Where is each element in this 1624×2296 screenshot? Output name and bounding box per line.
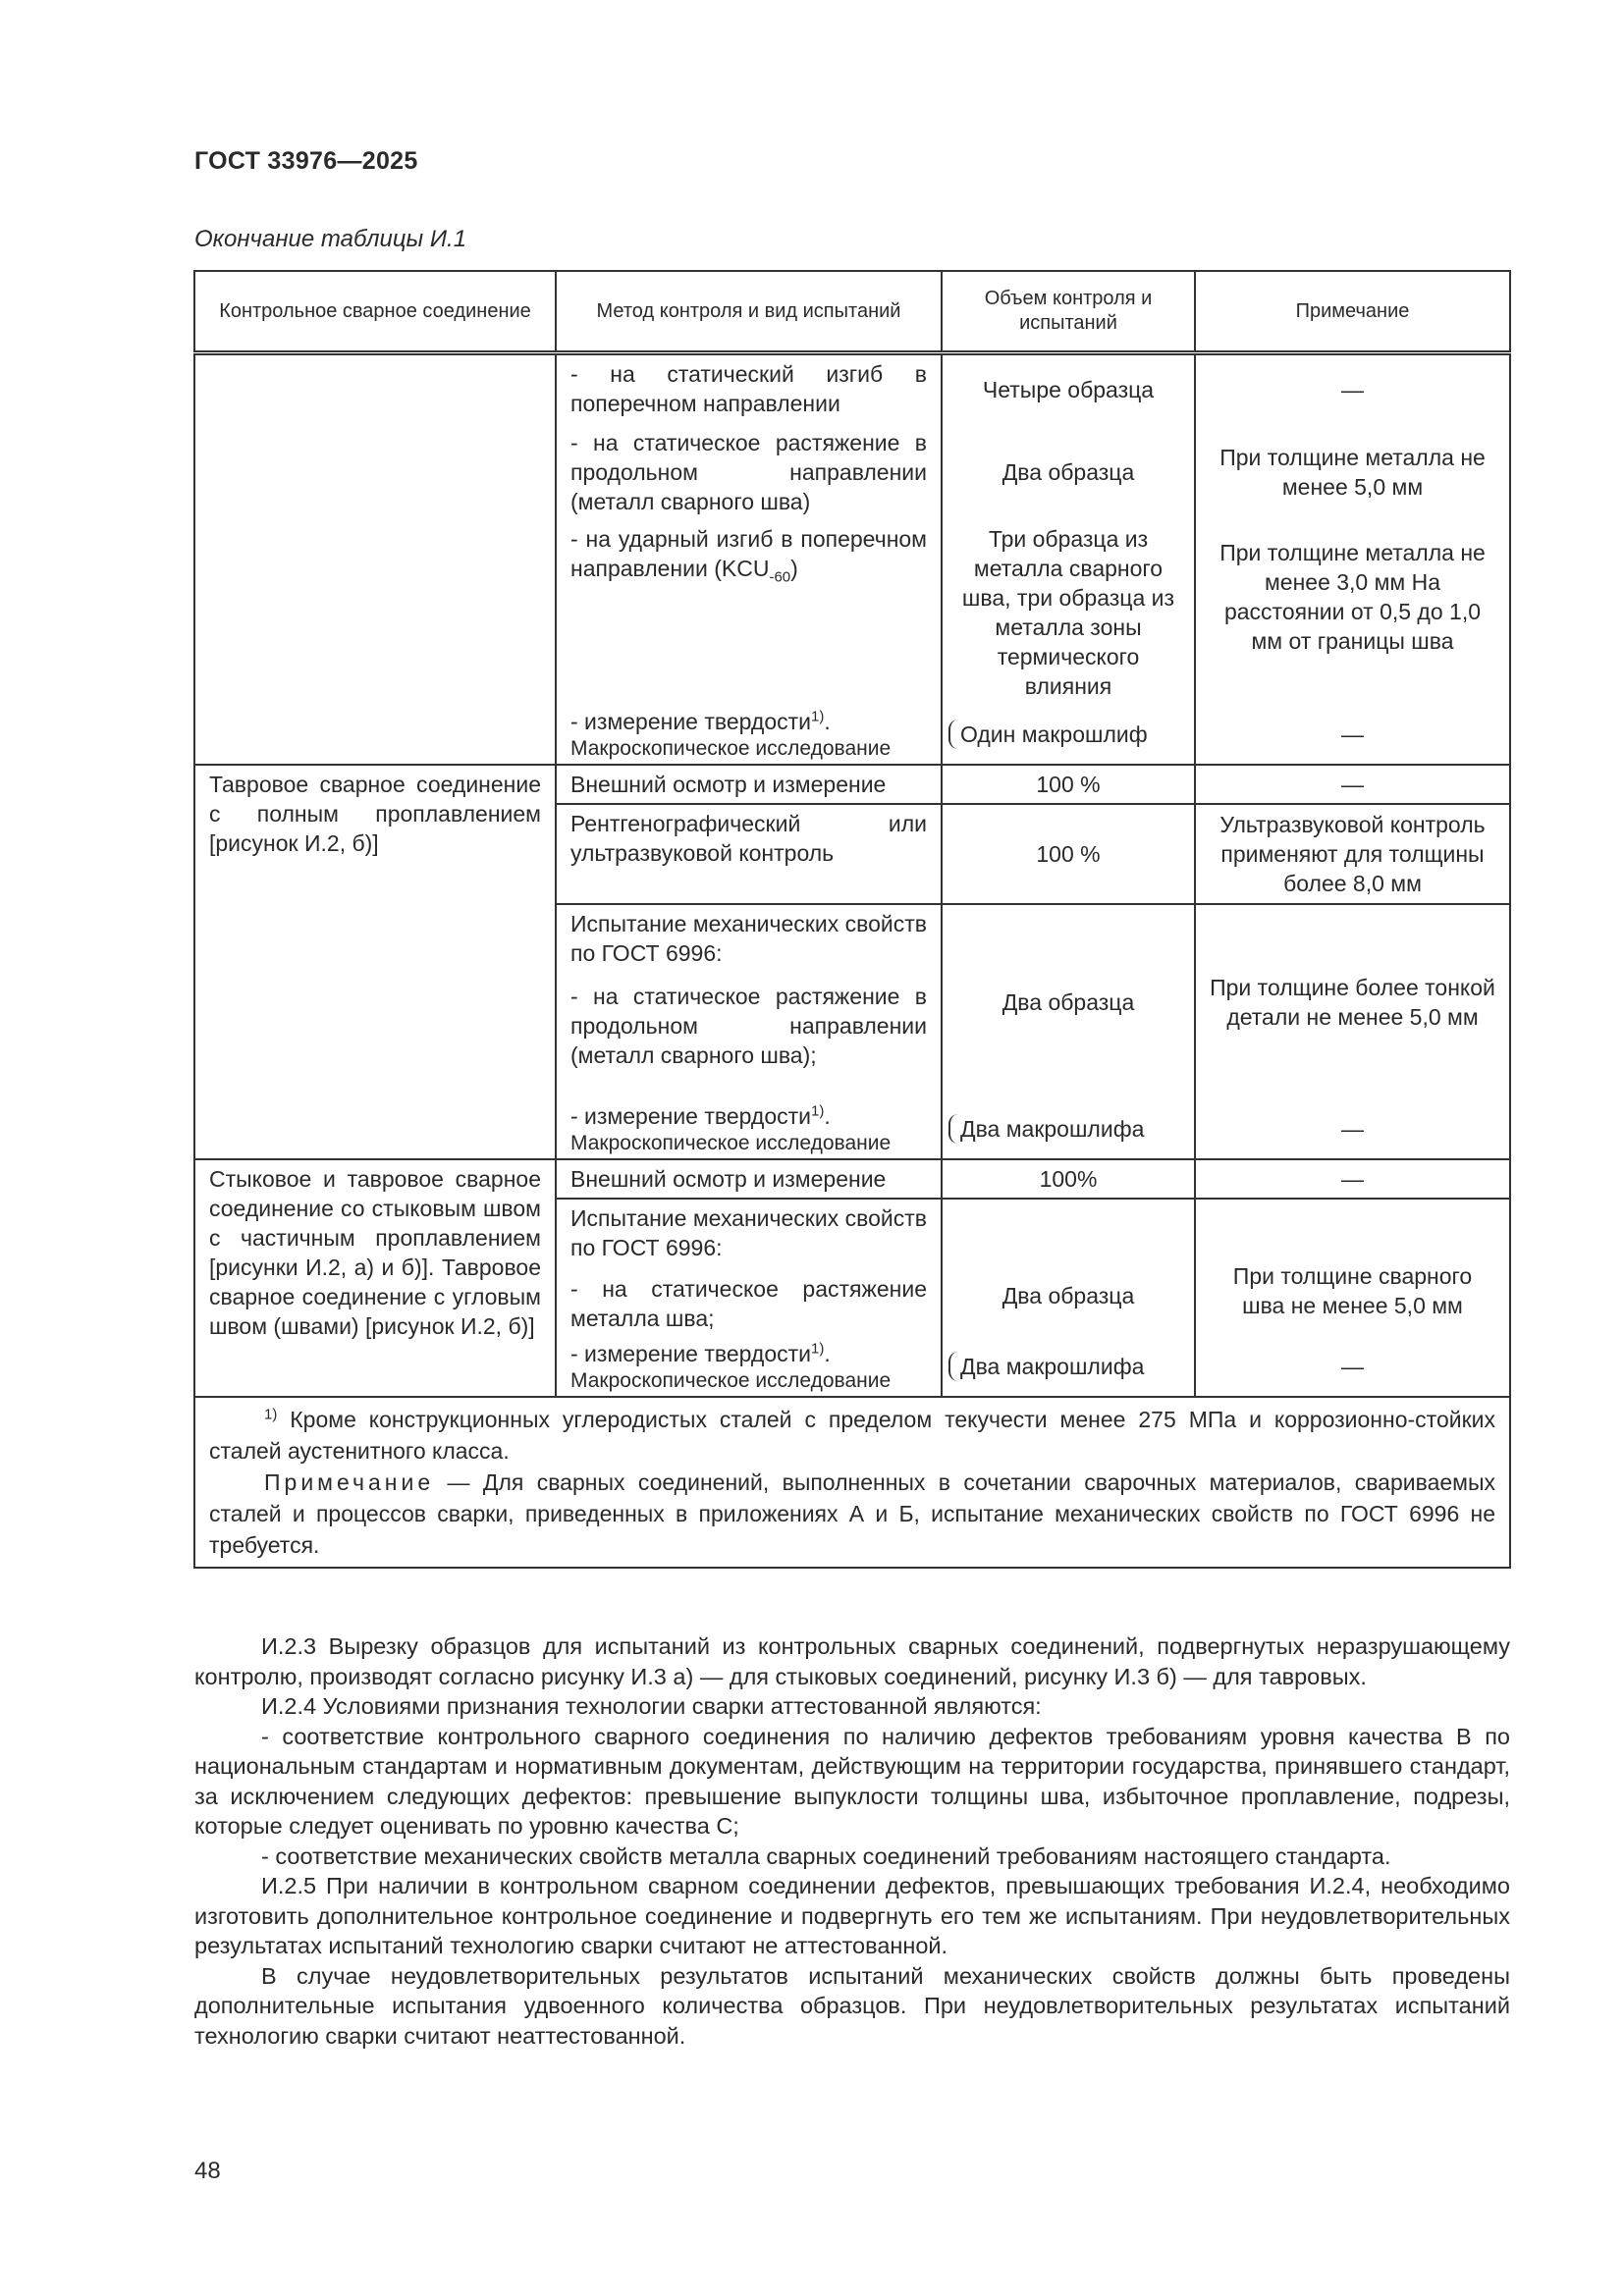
volume-cell: Два образца: [1001, 459, 1135, 485]
welding-control-table: [193, 270, 1511, 1569]
header-note: Примечание: [1195, 271, 1510, 353]
note-cell: —: [1341, 377, 1364, 402]
table-row: [194, 1159, 1510, 1199]
note-cell: —: [1341, 1166, 1364, 1192]
volume-cell: Четыре образца: [982, 377, 1155, 402]
paragraph: В случае неудовлетворительных результатов испытаний механических свойств должны быть проведены дополнительные испытания удвоенного количества образцов. При неудовлетворительных результатах испытаний технологию сварки считают неаттестованной.: [194, 1962, 1510, 2049]
paragraph: - соответствие механических свойств металла сварных соединений требованиям настоящего стандарта.: [261, 1842, 1391, 1869]
method-cell: Рентгенографический или ультразвуковой контроль: [570, 811, 927, 866]
note-cell: При толщине металла не менее 5,0 мм: [1219, 445, 1486, 500]
method-cell: Испытание механических свойств по ГОСТ 6996: - на статическое растяжение металла шва;: [570, 1205, 927, 1331]
method-cell: - измерение твердости$^{1)}$. Макроскопическое исследование: [570, 1340, 892, 1392]
joint-cell: Тавровое сварное соединение с полным проплавлением [рисунок И.2, б)]: [209, 772, 541, 856]
body-text: [194, 1631, 1510, 2051]
volume-cell: Два макрошлифа: [948, 1352, 1144, 1381]
header-method: Метод контроля и вид испытаний: [556, 271, 942, 353]
joint-cell-empty: [194, 353, 556, 766]
method-cell: - на статический изгиб в поперечном направлении: [570, 361, 927, 416]
method-cell: - измерение твердости$^{1)}$. Макроскопическое исследование: [570, 1102, 892, 1154]
note-cell: —: [1341, 721, 1364, 747]
note-cell: При толщине сварного шва не менее 5,0 мм: [1232, 1263, 1473, 1318]
page-number: 48: [194, 2158, 221, 2184]
paragraph: И.2.4 Условиями признания технологии сварки аттестованной являются:: [261, 1693, 1042, 1719]
volume-cell: Три образца из металла сварного шва, три образца из металла зоны термического влияния: [961, 526, 1175, 699]
table-caption: Окончание таблицы И.1: [194, 226, 467, 252]
method-cell: Внешний осмотр и измерение: [570, 772, 887, 797]
table-footnote-row: [194, 1397, 1510, 1568]
paragraph: И.2.5 При наличии в контрольном сварном соединении дефектов, превышающих требования И.2.4, необходимо изготовить дополнительное контрольное соединение и подвергнуть его тем же испытаниям. При неудовлетворительных результатах испытаний технологию сварки считают не аттестованной.: [194, 1873, 1510, 1958]
paragraph: - соответствие контрольного сварного соединения по наличию дефектов требованиям уровня качества B по национальным стандартам и нормативным документам, действующим на территории государства, принявшего стандарт, за исключением следующих дефектов: превышение выпуклости толщины шва, избыточное проплавление, подрезы, которые следует оценивать по уровню качества C;: [194, 1723, 1510, 1839]
header-volume: Объем контроля и испытаний: [942, 271, 1195, 353]
joint-cell: Стыковое и тавровое сварное соединение со стыковым швом с частичным проплавлением [рисунки И.2, а) и б)]. Тавровое сварное соединение с угловым швом (швами) [рисунок И.2, б)]: [209, 1166, 541, 1339]
method-cell: Внешний осмотр и измерение: [570, 1166, 887, 1192]
method-cell: Испытание механических свойств по ГОСТ 6996: - на статическое растяжение в продольном направлении (металл сварного шва);: [570, 911, 927, 1068]
method-cell: - на ударный изгиб в поперечном направлении $(KCU_{-60})$: [570, 526, 927, 586]
note-cell: —: [1341, 772, 1364, 797]
table-footnote: $^{1)}$ Кроме конструкционных углеродистых сталей с пределом текучести менее 275 МПа и коррозионно-стойких сталей аустенитного класса.: [209, 1406, 1495, 1464]
volume-cell: Один макрошлиф: [948, 720, 1148, 749]
header-joint: Контрольное сварное соединение: [194, 271, 556, 353]
method-cell: - на статическое растяжение в продольном направлении (металл сварного шва): [570, 430, 927, 514]
note-cell: При толщине более тонкой детали не менее 5,0 мм: [1210, 975, 1495, 1030]
volume-cell: 100 %: [1036, 772, 1101, 797]
volume-cell: Два образца: [1001, 989, 1135, 1015]
table-header-row: [194, 271, 1510, 353]
note-cell: Ультразвуковой контроль применяют для толщины более 8,0 мм: [1219, 812, 1486, 896]
paragraph: И.2.3 Вырезку образцов для испытаний из контрольных сварных соединений, подвергнутых неразрушающему контролю, производят согласно рисунку И.3 а) — для стыковых соединений, рисунку И.3 б) — для тавровых.: [194, 1633, 1510, 1689]
note-cell: —: [1341, 1116, 1364, 1142]
table-row: [194, 765, 1510, 804]
note-cell: При толщине металла не менее 3,0 мм На расстоянии от 0,5 до 1,0 мм от границы шва: [1219, 540, 1486, 654]
method-cell: - измерение твердости$^{1)}$. Макроскопическое исследование: [570, 708, 892, 760]
volume-cell: 100 %: [1036, 841, 1101, 867]
volume-cell: Два образца: [1001, 1283, 1135, 1308]
volume-cell: Два макрошлифа: [948, 1114, 1144, 1144]
table-row: [194, 353, 1510, 425]
note-cell: —: [1341, 1354, 1364, 1379]
document-header: ГОСТ 33976—2025: [194, 147, 418, 175]
volume-cell: 100%: [1039, 1166, 1098, 1192]
table-note: Примечание — Для сварных соединений, выполненных в сочетании сварочных материалов, свариваемых сталей и процессов сварки, приведенных в приложениях А и Б, испытание механических свойств по ГОСТ 6996 не требуется.: [209, 1469, 1496, 1558]
